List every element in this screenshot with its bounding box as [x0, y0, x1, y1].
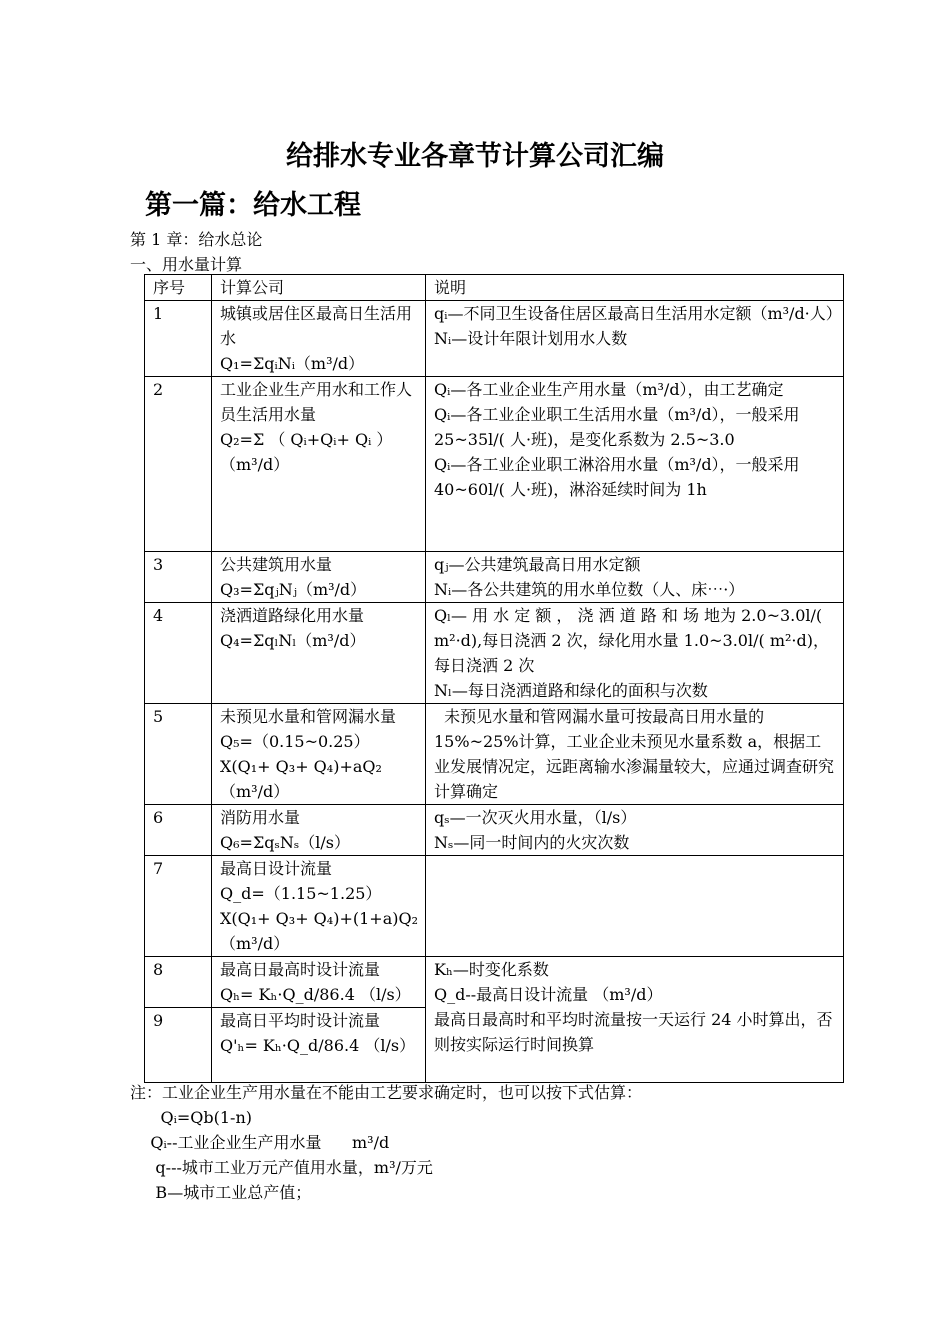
table-row	[145, 301, 844, 377]
document-title: 给排水专业各章节计算公司汇编	[286, 141, 664, 172]
row-no: 4	[145, 603, 212, 704]
desc-line: qⱼ—公共建筑最高日用水定额	[434, 555, 641, 574]
desc-line: qₛ—一次灭火用水量，（l/s）	[434, 808, 637, 827]
row-no: 8	[145, 957, 212, 1008]
table-row	[145, 704, 844, 805]
row-no: 3	[145, 552, 212, 603]
note-line: Qᵢ--工业企业生产用水量 m³/d	[130, 1133, 390, 1152]
calc-line: 最高日平均时设计流量	[220, 1011, 381, 1030]
calc-line: 浇洒道路绿化用水量	[220, 606, 365, 625]
row-no: 9	[145, 1008, 212, 1083]
notes-block	[130, 1080, 642, 1205]
calc-formula: Q₆=ΣqₛNₛ（l/s）	[220, 833, 350, 852]
row-no: 5	[145, 704, 212, 805]
table-row	[145, 957, 844, 1008]
row-calc	[212, 603, 426, 704]
table-row	[145, 603, 844, 704]
calc-line: 消防用水量	[220, 808, 301, 827]
desc-line: qᵢ—不同卫生设备住居区最高日生活用水定额（m³/d·人）	[434, 304, 842, 323]
note-line: 注：工业企业生产用水量在不能由工艺要求确定时，也可以按下式估算：	[130, 1083, 643, 1102]
calc-line: 最高日设计流量	[220, 859, 333, 878]
desc-line: Qᵢ—各工业企业职工淋浴用水量（m³/d），一般采用 40~60l/( 人·班)，淋浴延续时间为 1h	[434, 455, 800, 499]
row-calc	[212, 1008, 426, 1083]
water-demand-table	[144, 274, 844, 1083]
calc-line: 城镇或居住区最高日生活用水	[220, 304, 413, 348]
calc-formula: Q₂=Σ （ Qᵢ+Qᵢ+ Qᵢ ）（m³/d）	[220, 430, 393, 474]
desc-line: Nᵢ—各公共建筑的用水单位数（人、床⋯·）	[434, 580, 745, 599]
calc-formula: Q'ₕ= Kₕ·Q_d/86.4 （l/s）	[220, 1036, 416, 1055]
row-desc	[426, 552, 844, 603]
calc-line: 公共建筑用水量	[220, 555, 333, 574]
section-heading: 一、用水量计算	[130, 255, 243, 274]
table-header-row	[145, 275, 844, 301]
row-no: 1	[145, 301, 212, 377]
header-desc: 说明	[426, 275, 844, 301]
part-title: 第一篇：给水工程	[145, 190, 361, 221]
calc-formula: Q₁=ΣqᵢNᵢ（m³/d）	[220, 354, 365, 373]
row-desc	[426, 301, 844, 377]
calc-formula: Q_d=（1.15~1.25）X(Q₁+ Q₃+ Q₄)+(1+a)Q₂（m³/d）	[220, 884, 418, 953]
table-row	[145, 805, 844, 856]
desc-line: 最高日最高时和平均时流量按一天运行 24 小时算出，否则按实际运行时间换算	[434, 1010, 833, 1054]
table-row	[145, 856, 844, 957]
row-desc	[426, 805, 844, 856]
row-no: 7	[145, 856, 212, 957]
desc-line: Qᵢ—各工业企业职工生活用水量（m³/d），一般采用 25~35l/( 人·班)，是变化系数为 2.5~3.0	[434, 405, 800, 449]
header-calc: 计算公司	[212, 275, 426, 301]
note-line: B—城市工业总产值；	[130, 1183, 312, 1202]
row-desc	[426, 377, 844, 552]
desc-line: 未预见水量和管网漏水量可按最高日用水量的 15%~25%计算，工业企业未预见水量系数 a，根据工业发展情况定，远距离输水渗漏量较大，应通过调查研究计算确定	[434, 707, 835, 801]
row-desc	[426, 603, 844, 704]
table-row	[145, 552, 844, 603]
note-formula: Qᵢ=Qb(1-n)	[130, 1108, 252, 1127]
row-calc	[212, 704, 426, 805]
row-calc	[212, 805, 426, 856]
calc-formula: Q₄=ΣqₗNₗ（m³/d）	[220, 631, 366, 650]
calc-line: 未预见水量和管网漏水量	[220, 707, 397, 726]
desc-line: Nᵢ—设计年限计划用水人数	[434, 329, 628, 348]
header-no: 序号	[145, 275, 212, 301]
chapter-heading: 第 1 章：给水总论	[130, 230, 263, 249]
calc-formula: Q₃=ΣqⱼNⱼ（m³/d）	[220, 580, 367, 599]
row-desc	[426, 856, 844, 957]
desc-line: Qᵢ—各工业企业生产用水量（m³/d），由工艺确定	[434, 380, 784, 399]
row-desc	[426, 957, 844, 1083]
row-calc	[212, 957, 426, 1008]
row-calc	[212, 377, 426, 552]
row-calc	[212, 552, 426, 603]
desc-line: Nₗ—每日浇洒道路和绿化的面积与次数	[434, 681, 708, 700]
calc-line: 最高日最高时设计流量	[220, 960, 381, 979]
row-calc	[212, 301, 426, 377]
row-calc	[212, 856, 426, 957]
desc-line: Qₗ— 用 水 定 额 ， 浇 洒 道 路 和 场 地为 2.0~3.0l/( m²·d),每日浇洒 2 次，绿化用水量 1.0~3.0l/( m²·d)，每日浇洒 2 次	[434, 606, 829, 675]
row-no: 2	[145, 377, 212, 552]
calc-formula: Qₕ= Kₕ·Q_d/86.4 （l/s）	[220, 985, 411, 1004]
desc-line: Q_d--最高日设计流量 （m³/d）	[434, 985, 663, 1004]
note-line: q---城市工业万元产值用水量，m³/万元	[130, 1158, 433, 1177]
row-desc	[426, 704, 844, 805]
row-no: 6	[145, 805, 212, 856]
desc-line: Kₕ—时变化系数	[434, 960, 549, 979]
calc-line: 工业企业生产用水和工作人员生活用水量	[220, 380, 413, 424]
table-row	[145, 377, 844, 552]
desc-line: Nₛ—同一时间内的火灾次数	[434, 833, 630, 852]
calc-formula: Q₅=（0.15~0.25）X(Q₁+ Q₃+ Q₄)+aQ₂ （m³/d）	[220, 732, 382, 801]
